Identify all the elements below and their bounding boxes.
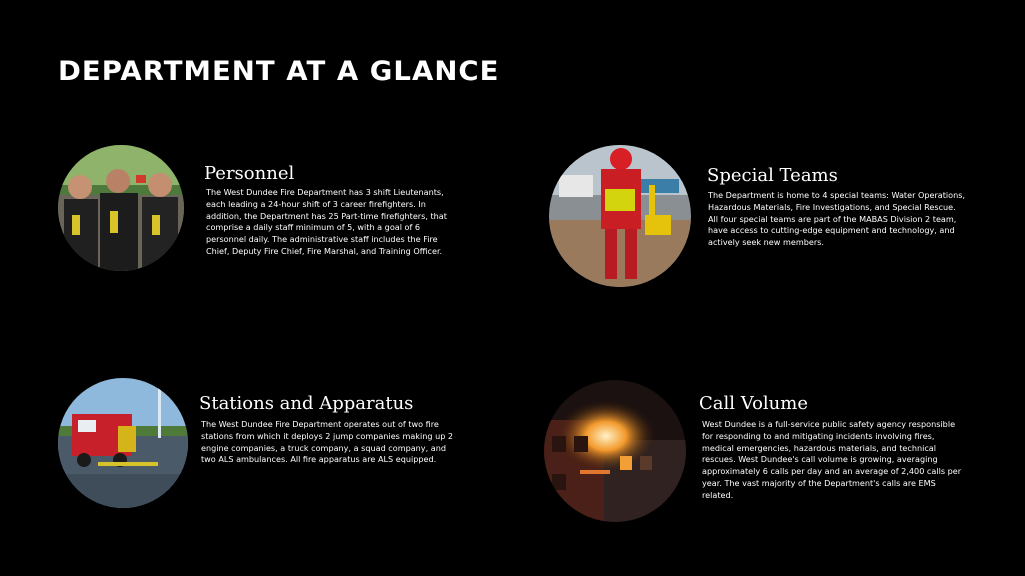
special-teams-body: The Department is home to 4 special teams: Water Operations, Hazardous Materials, Fire Investigations, and Special Rescue. All four special teams are part of the MABAS Division 2 team, have access to cutting-edge equipment and technology, and actively seek new members. xyxy=(708,190,966,248)
personnel-photo xyxy=(58,145,184,271)
call-volume-body: West Dundee is a full-service public safety agency responsible for responding to and mitigating incidents involving fires, medical emergencies, hazardous materials, and technical rescues. West Dundee's call volume is growing, averaging approximately 6 calls per day and an average of 2,400 calls per year. The vast majority of the Department's calls are EMS related. xyxy=(702,419,962,500)
stations-body: The West Dundee Fire Department operates out of two fire stations from which it deploys 2 jump companies making up 2 engine companies, a truck company, a squad company, and two ALS ambulances. All fire apparatus are ALS equipped. xyxy=(201,419,454,465)
personnel-body: The West Dundee Fire Department has 3 shift Lieutenants, each leading a 24-hour shift of 3 career firefighters. In addition, the Department has 25 Part-time firefighters, that comprise a daily staff minimum of 5, with a goal of 6 personnel daily. The administrative staff includes the Fire Chief, Deputy Fire Chief, Fire Marshal, and Training Officer. xyxy=(206,187,447,256)
stations-title: Stations and Apparatus xyxy=(199,393,414,414)
special-teams-photo xyxy=(549,145,691,287)
call-volume-photo xyxy=(544,380,686,522)
call-volume-title: Call Volume xyxy=(699,393,808,414)
page-title: DEPARTMENT AT A GLANCE xyxy=(58,56,500,87)
personnel-title: Personnel xyxy=(204,163,295,184)
stations-photo xyxy=(58,378,188,508)
special-teams-title: Special Teams xyxy=(707,165,838,186)
